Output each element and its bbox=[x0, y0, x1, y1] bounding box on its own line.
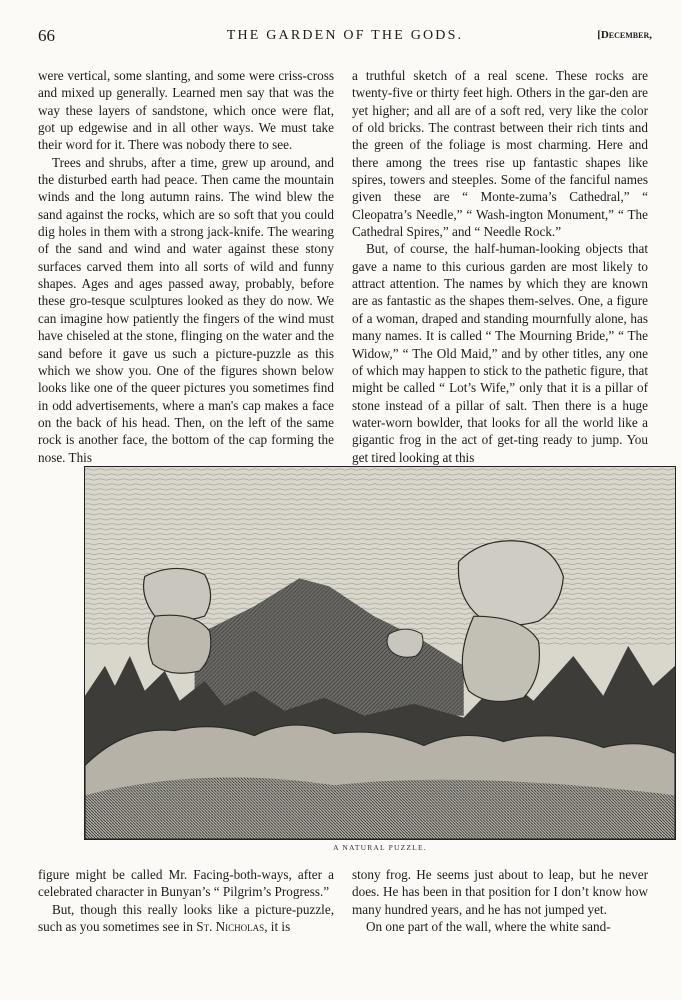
column-top-left bbox=[38, 67, 334, 466]
paragraph: figure might be called Mr. Facing-both-ways, after a celebrated character in Bunyan’s “ Pilgrim’s Progress.” bbox=[38, 867, 334, 900]
column-bottom-right bbox=[352, 866, 648, 935]
illustration-svg bbox=[85, 467, 675, 839]
foreground-shadow bbox=[85, 777, 675, 839]
right-rock-base bbox=[462, 616, 539, 701]
column-bottom-left bbox=[38, 866, 334, 935]
paragraph: On one part of the wall, where the white sand- bbox=[366, 919, 611, 935]
right-rock-face bbox=[458, 541, 563, 625]
left-rock-upper bbox=[144, 568, 211, 620]
paragraph: were vertical, some slanting, and some were criss-cross and mixed up generally. Learned men say that was the way these layers of sandstone, which once were flat, got up edgewise and in all other ways. We must take their word for it. There was nobody there to see. bbox=[38, 68, 334, 153]
running-title: THE GARDEN OF THE GODS. bbox=[226, 28, 464, 43]
column-top-right bbox=[352, 67, 648, 466]
figure-caption: A NATURAL PUZZLE. bbox=[333, 843, 427, 852]
magazine-name: St. Nicholas bbox=[196, 919, 265, 935]
paragraph: a truthful sketch of a real scene. These rocks are twenty-five or thirty feet high. Others in the gar-den are yet higher; and all are of a soft red, very like the color of old bricks. The contrast between their rich tints and the green of the foliage is most charming. Here and there among the trees rise up fantastic shapes like spires, towers and steeples. Some of the fanciful names given these are “ Monte-zuma’s Cathedral,” “ Cleopatra’s Needle,” “ Wash-ington Monument,” “ The Cathedral Spires,” and “ Needle Rock.” bbox=[352, 68, 648, 240]
paragraph bbox=[38, 901, 334, 936]
paragraph-text: But, though this really looks like a picture-puzzle, such as you sometimes see in bbox=[38, 901, 334, 935]
left-rock-lower bbox=[148, 615, 211, 673]
page-header bbox=[38, 26, 652, 48]
paragraph: stony frog. He seems just about to leap, but he never does. He has been in that position for I don’t know how many hundred years, and he has not jumped yet. bbox=[352, 867, 648, 917]
paragraph: But, of course, the half-human-looking objects that gave a name to this curious garden are most likely to attract attention. The names by which they are known are as fantastic as the shapes them-selves. One, a figure of a woman, draped and standing mournfully alone, has many names. It is called “ The Mourning Bride,” “ The Widow,” “ The Old Maid,” and by other titles, any one of which may happen to stick to the pathetic figure, that might be called “ Lot’s Wife,” only that it is a pillar of stone instead of a pillar of salt. Then there is a huge water-worn bowlder, that looks for all the world like a gigantic frog in the act of get-ting ready to jump. You get tired looking at this bbox=[352, 241, 648, 465]
paragraph-text: , it is bbox=[264, 919, 291, 935]
header-month: [December, bbox=[597, 29, 652, 41]
engraving-illustration bbox=[84, 466, 676, 840]
paragraph: Trees and shrubs, after a time, grew up around, and the disturbed earth had peace. Then came the mountain winds and the long autumn rains. The wind blew the sand against the rocks, which are so soft that you could dig holes in them with a strong jack-knife. The wearing of the sand and wind and water against these stony surfaces carved them into all sorts of wild and funny shapes. Ages and ages passed away, probably, before these gro-tesque sculptures looked as they do now. We can imagine how patiently the fingers of the wind must have chiseled at the stone, flinging on the water and the sand before it gave us such a picture-puzzle as this which we show you. One of the figures shown below looks like one of the queer pictures you sometimes find in odd advertisements, where a man's cap makes a face on the back of his head. Then, on the left of the same rock is another face, the bottom of the cap forming the nose. This bbox=[38, 154, 334, 465]
page-number: 66 bbox=[38, 26, 55, 45]
